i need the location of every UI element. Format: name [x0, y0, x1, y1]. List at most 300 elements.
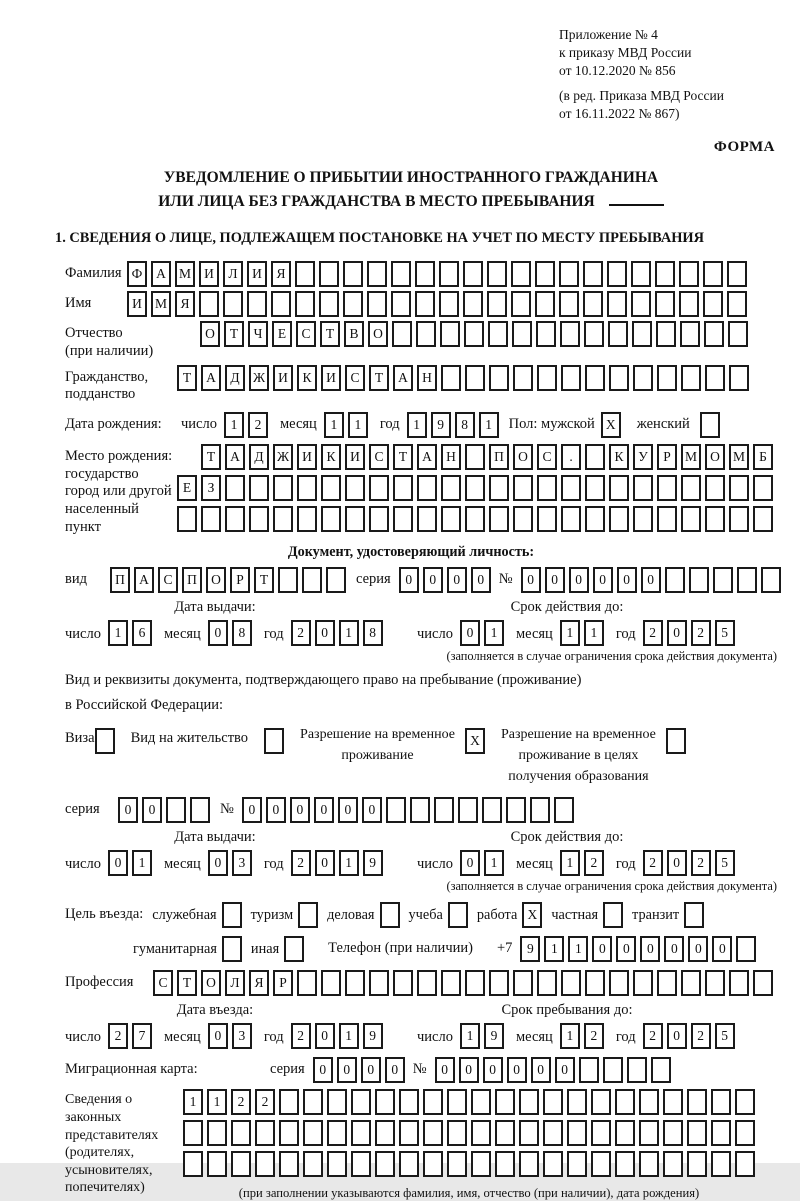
guardians-cell[interactable]: 2 [255, 1089, 275, 1115]
name-cell[interactable]: И [127, 291, 147, 317]
patronymic-cell[interactable] [512, 321, 532, 347]
birthplace-cell[interactable] [465, 444, 485, 470]
iddoc-valid-year-cell[interactable]: 0 [667, 620, 687, 646]
doc-type-cell[interactable]: П [110, 567, 130, 593]
doc-number-cell[interactable] [665, 567, 685, 593]
iddoc-issue-day-cell[interactable]: 1 [108, 620, 128, 646]
entry-month-cell[interactable]: 0 [208, 1023, 228, 1049]
name-cell[interactable] [415, 291, 435, 317]
guardians-cell[interactable] [471, 1151, 491, 1177]
patronymic-cell[interactable] [728, 321, 748, 347]
doc-type-cell[interactable]: П [182, 567, 202, 593]
guardians-cell[interactable] [327, 1120, 347, 1146]
entry-month-cell[interactable]: 3 [232, 1023, 252, 1049]
citizenship-cell[interactable]: А [393, 365, 413, 391]
stay-year-cell[interactable]: 5 [715, 1023, 735, 1049]
iddoc-issue-month-cell[interactable]: 8 [232, 620, 252, 646]
guardians-cell[interactable] [231, 1120, 251, 1146]
sex-female-checkbox[interactable] [700, 412, 720, 438]
birthplace-cell[interactable]: У [633, 444, 653, 470]
residence-permit-checkbox[interactable] [264, 728, 284, 754]
guardians-cell[interactable] [543, 1151, 563, 1177]
birthplace-cell[interactable] [705, 506, 725, 532]
patronymic-cell[interactable]: Т [224, 321, 244, 347]
birth-month-cell[interactable]: 1 [348, 412, 368, 438]
surname-cell[interactable]: И [247, 261, 267, 287]
doc-number-cell[interactable]: 0 [617, 567, 637, 593]
birth-day-cell[interactable]: 1 [224, 412, 244, 438]
patronymic-cell[interactable]: О [368, 321, 388, 347]
doc-series-cell[interactable]: 0 [447, 567, 467, 593]
patronymic-cell[interactable]: Е [272, 321, 292, 347]
permit-number-cell[interactable]: 0 [266, 797, 286, 823]
permit-valid-year-cell[interactable]: 2 [643, 850, 663, 876]
guardians-cell[interactable] [495, 1120, 515, 1146]
citizenship-cell[interactable] [705, 365, 725, 391]
birthplace-cell[interactable] [753, 475, 773, 501]
profession-cell[interactable] [417, 970, 437, 996]
name-cell[interactable] [631, 291, 651, 317]
patronymic-cell[interactable] [584, 321, 604, 347]
iddoc-valid-year-cell[interactable]: 5 [715, 620, 735, 646]
name-cell[interactable]: М [151, 291, 171, 317]
patronymic-cell[interactable] [632, 321, 652, 347]
doc-number-cell[interactable]: 0 [593, 567, 613, 593]
iddoc-issue-month-cell[interactable]: 0 [208, 620, 228, 646]
iddoc-issue-year-cell[interactable]: 0 [315, 620, 335, 646]
migration-series-cell[interactable]: 0 [385, 1057, 405, 1083]
purpose-humanitarian-checkbox[interactable] [222, 936, 242, 962]
guardians-cell[interactable] [519, 1151, 539, 1177]
purpose-study-checkbox[interactable] [448, 902, 468, 928]
birthplace-cell[interactable] [585, 506, 605, 532]
citizenship-cell[interactable] [633, 365, 653, 391]
citizenship-cell[interactable] [729, 365, 749, 391]
purpose-private-checkbox[interactable] [603, 902, 623, 928]
profession-cell[interactable] [369, 970, 389, 996]
surname-cell[interactable]: И [199, 261, 219, 287]
guardians-cell[interactable] [711, 1089, 731, 1115]
permit-number-cell[interactable]: 0 [290, 797, 310, 823]
guardians-cell[interactable] [231, 1151, 251, 1177]
birthplace-cell[interactable] [705, 475, 725, 501]
surname-cell[interactable] [343, 261, 363, 287]
surname-cell[interactable] [391, 261, 411, 287]
citizenship-cell[interactable]: К [297, 365, 317, 391]
phone-digit-cell[interactable]: 9 [520, 936, 540, 962]
name-cell[interactable] [679, 291, 699, 317]
birthplace-cell[interactable]: И [297, 444, 317, 470]
citizenship-cell[interactable]: С [345, 365, 365, 391]
birthplace-cell[interactable] [273, 475, 293, 501]
guardians-cell[interactable] [735, 1151, 755, 1177]
birthplace-cell[interactable]: А [225, 444, 245, 470]
guardians-cell[interactable] [279, 1151, 299, 1177]
name-cell[interactable] [487, 291, 507, 317]
guardians-cell[interactable] [279, 1120, 299, 1146]
permit-issue-day-cell[interactable]: 0 [108, 850, 128, 876]
citizenship-cell[interactable] [537, 365, 557, 391]
guardians-cell[interactable] [423, 1089, 443, 1115]
surname-cell[interactable] [415, 261, 435, 287]
guardians-cell[interactable] [399, 1151, 419, 1177]
profession-cell[interactable] [753, 970, 773, 996]
birthplace-cell[interactable] [561, 506, 581, 532]
patronymic-cell[interactable] [440, 321, 460, 347]
profession-cell[interactable]: С [153, 970, 173, 996]
iddoc-valid-day-cell[interactable]: 1 [484, 620, 504, 646]
doc-series-cell[interactable]: 0 [423, 567, 443, 593]
permit-number-cell[interactable] [530, 797, 550, 823]
surname-cell[interactable] [583, 261, 603, 287]
guardians-cell[interactable]: 1 [183, 1089, 203, 1115]
birthplace-cell[interactable] [393, 506, 413, 532]
profession-cell[interactable] [561, 970, 581, 996]
birthplace-cell[interactable]: З [201, 475, 221, 501]
guardians-cell[interactable] [303, 1089, 323, 1115]
profession-cell[interactable]: Я [249, 970, 269, 996]
profession-cell[interactable]: Т [177, 970, 197, 996]
guardians-cell[interactable] [399, 1089, 419, 1115]
birthplace-cell[interactable] [513, 475, 533, 501]
iddoc-valid-year-cell[interactable]: 2 [643, 620, 663, 646]
citizenship-cell[interactable]: И [273, 365, 293, 391]
permit-series-cell[interactable]: 0 [142, 797, 162, 823]
migration-series-cell[interactable]: 0 [361, 1057, 381, 1083]
birthplace-cell[interactable]: А [417, 444, 437, 470]
birthplace-cell[interactable] [441, 506, 461, 532]
guardians-cell[interactable] [687, 1120, 707, 1146]
birthplace-cell[interactable]: Д [249, 444, 269, 470]
guardians-cell[interactable] [351, 1151, 371, 1177]
profession-cell[interactable] [321, 970, 341, 996]
guardians-cell[interactable] [735, 1089, 755, 1115]
permit-issue-month-cell[interactable]: 3 [232, 850, 252, 876]
birth-day-cell[interactable]: 2 [248, 412, 268, 438]
profession-cell[interactable]: О [201, 970, 221, 996]
patronymic-cell[interactable]: О [200, 321, 220, 347]
birthplace-cell[interactable] [177, 506, 197, 532]
surname-cell[interactable] [535, 261, 555, 287]
iddoc-valid-year-cell[interactable]: 2 [691, 620, 711, 646]
doc-number-cell[interactable]: 0 [545, 567, 565, 593]
stay-day-cell[interactable]: 1 [460, 1023, 480, 1049]
phone-digit-cell[interactable]: 0 [688, 936, 708, 962]
name-cell[interactable] [511, 291, 531, 317]
iddoc-valid-day-cell[interactable]: 0 [460, 620, 480, 646]
surname-cell[interactable]: Я [271, 261, 291, 287]
permit-valid-day-cell[interactable]: 0 [460, 850, 480, 876]
birthplace-cell[interactable]: С [537, 444, 557, 470]
guardians-cell[interactable] [447, 1120, 467, 1146]
citizenship-cell[interactable]: Т [177, 365, 197, 391]
guardians-cell[interactable] [687, 1089, 707, 1115]
phone-digit-cell[interactable] [736, 936, 756, 962]
birthplace-cell[interactable] [321, 506, 341, 532]
permit-series-cell[interactable] [166, 797, 186, 823]
guardians-cell[interactable] [735, 1120, 755, 1146]
birth-year-cell[interactable]: 1 [407, 412, 427, 438]
phone-digit-cell[interactable]: 0 [592, 936, 612, 962]
birthplace-cell[interactable] [369, 506, 389, 532]
birthplace-cell[interactable]: М [681, 444, 701, 470]
name-cell[interactable] [391, 291, 411, 317]
birthplace-cell[interactable]: Е [177, 475, 197, 501]
birthplace-cell[interactable] [513, 506, 533, 532]
profession-cell[interactable] [393, 970, 413, 996]
birthplace-cell[interactable]: К [609, 444, 629, 470]
guardians-cell[interactable] [543, 1120, 563, 1146]
citizenship-cell[interactable] [681, 365, 701, 391]
surname-cell[interactable] [727, 261, 747, 287]
citizenship-cell[interactable]: И [321, 365, 341, 391]
guardians-cell[interactable] [207, 1120, 227, 1146]
birthplace-cell[interactable] [297, 506, 317, 532]
guardians-cell[interactable] [375, 1151, 395, 1177]
birthplace-cell[interactable] [609, 475, 629, 501]
birthplace-cell[interactable] [585, 444, 605, 470]
guardians-cell[interactable] [447, 1089, 467, 1115]
guardians-cell[interactable] [591, 1089, 611, 1115]
permit-valid-day-cell[interactable]: 1 [484, 850, 504, 876]
citizenship-cell[interactable]: Н [417, 365, 437, 391]
surname-cell[interactable]: Л [223, 261, 243, 287]
citizenship-cell[interactable]: Д [225, 365, 245, 391]
citizenship-cell[interactable] [561, 365, 581, 391]
birthplace-cell[interactable]: Н [441, 444, 461, 470]
surname-cell[interactable] [631, 261, 651, 287]
patronymic-cell[interactable] [464, 321, 484, 347]
patronymic-cell[interactable] [536, 321, 556, 347]
name-cell[interactable] [223, 291, 243, 317]
birthplace-cell[interactable] [441, 475, 461, 501]
permit-valid-year-cell[interactable]: 5 [715, 850, 735, 876]
guardians-cell[interactable] [375, 1120, 395, 1146]
permit-valid-month-cell[interactable]: 1 [560, 850, 580, 876]
guardians-cell[interactable] [615, 1089, 635, 1115]
birthplace-cell[interactable] [537, 475, 557, 501]
doc-type-cell[interactable]: С [158, 567, 178, 593]
permit-number-cell[interactable] [458, 797, 478, 823]
guardians-cell[interactable] [639, 1089, 659, 1115]
profession-cell[interactable] [657, 970, 677, 996]
migration-number-cell[interactable]: 0 [555, 1057, 575, 1083]
entry-day-cell[interactable]: 2 [108, 1023, 128, 1049]
citizenship-cell[interactable]: Т [369, 365, 389, 391]
citizenship-cell[interactable]: А [201, 365, 221, 391]
citizenship-cell[interactable] [609, 365, 629, 391]
guardians-cell[interactable] [663, 1089, 683, 1115]
purpose-transit-checkbox[interactable] [684, 902, 704, 928]
birthplace-cell[interactable] [393, 475, 413, 501]
birthplace-cell[interactable] [417, 475, 437, 501]
doc-series-cell[interactable]: 0 [399, 567, 419, 593]
purpose-business-checkbox[interactable] [222, 902, 242, 928]
citizenship-cell[interactable]: Ж [249, 365, 269, 391]
guardians-cell[interactable] [639, 1120, 659, 1146]
permit-issue-day-cell[interactable]: 1 [132, 850, 152, 876]
name-cell[interactable] [199, 291, 219, 317]
birthplace-cell[interactable] [321, 475, 341, 501]
surname-cell[interactable]: А [151, 261, 171, 287]
guardians-cell[interactable] [711, 1120, 731, 1146]
birthplace-cell[interactable]: Р [657, 444, 677, 470]
birthplace-cell[interactable]: Б [753, 444, 773, 470]
surname-cell[interactable] [439, 261, 459, 287]
guardians-cell[interactable] [471, 1089, 491, 1115]
profession-cell[interactable] [441, 970, 461, 996]
migration-number-cell[interactable] [651, 1057, 671, 1083]
surname-cell[interactable] [703, 261, 723, 287]
permit-number-cell[interactable]: 0 [362, 797, 382, 823]
doc-type-cell[interactable] [278, 567, 298, 593]
migration-number-cell[interactable]: 0 [507, 1057, 527, 1083]
name-cell[interactable] [439, 291, 459, 317]
profession-cell[interactable] [537, 970, 557, 996]
purpose-tourism-checkbox[interactable] [298, 902, 318, 928]
guardians-cell[interactable] [663, 1120, 683, 1146]
permit-number-cell[interactable] [434, 797, 454, 823]
iddoc-issue-year-cell[interactable]: 8 [363, 620, 383, 646]
doc-number-cell[interactable]: 0 [641, 567, 661, 593]
surname-cell[interactable] [511, 261, 531, 287]
birth-year-cell[interactable]: 9 [431, 412, 451, 438]
profession-cell[interactable] [633, 970, 653, 996]
citizenship-cell[interactable] [513, 365, 533, 391]
birthplace-cell[interactable]: Т [201, 444, 221, 470]
birthplace-cell[interactable] [753, 506, 773, 532]
guardians-cell[interactable] [375, 1089, 395, 1115]
migration-number-cell[interactable]: 0 [459, 1057, 479, 1083]
birthplace-cell[interactable] [465, 506, 485, 532]
birthplace-cell[interactable] [417, 506, 437, 532]
patronymic-cell[interactable] [704, 321, 724, 347]
profession-cell[interactable] [513, 970, 533, 996]
patronymic-cell[interactable] [560, 321, 580, 347]
guardians-cell[interactable] [207, 1151, 227, 1177]
profession-cell[interactable] [489, 970, 509, 996]
birthplace-cell[interactable] [369, 475, 389, 501]
surname-cell[interactable] [319, 261, 339, 287]
guardians-cell[interactable] [327, 1151, 347, 1177]
birthplace-cell[interactable] [345, 506, 365, 532]
citizenship-cell[interactable] [489, 365, 509, 391]
birth-month-cell[interactable]: 1 [324, 412, 344, 438]
permit-valid-year-cell[interactable]: 2 [691, 850, 711, 876]
profession-cell[interactable] [609, 970, 629, 996]
birthplace-cell[interactable] [561, 475, 581, 501]
birthplace-cell[interactable] [585, 475, 605, 501]
profession-cell[interactable] [705, 970, 725, 996]
phone-digit-cell[interactable]: 1 [568, 936, 588, 962]
phone-digit-cell[interactable]: 1 [544, 936, 564, 962]
permit-number-cell[interactable] [482, 797, 502, 823]
permit-issue-year-cell[interactable]: 0 [315, 850, 335, 876]
profession-cell[interactable] [729, 970, 749, 996]
name-cell[interactable] [367, 291, 387, 317]
guardians-cell[interactable] [351, 1120, 371, 1146]
permit-number-cell[interactable]: 0 [242, 797, 262, 823]
guardians-cell[interactable] [423, 1120, 443, 1146]
birthplace-cell[interactable] [489, 506, 509, 532]
profession-cell[interactable] [585, 970, 605, 996]
guardians-cell[interactable] [255, 1120, 275, 1146]
surname-cell[interactable] [559, 261, 579, 287]
profession-cell[interactable] [465, 970, 485, 996]
name-cell[interactable] [535, 291, 555, 317]
iddoc-valid-month-cell[interactable]: 1 [560, 620, 580, 646]
birthplace-cell[interactable] [609, 506, 629, 532]
doc-type-cell[interactable] [302, 567, 322, 593]
surname-cell[interactable] [463, 261, 483, 287]
guardians-cell[interactable] [615, 1120, 635, 1146]
doc-series-cell[interactable]: 0 [471, 567, 491, 593]
permit-valid-year-cell[interactable]: 0 [667, 850, 687, 876]
stay-day-cell[interactable]: 9 [484, 1023, 504, 1049]
guardians-cell[interactable] [567, 1151, 587, 1177]
rvp-checkbox[interactable]: X [465, 728, 485, 754]
doc-number-cell[interactable]: 0 [569, 567, 589, 593]
birthplace-cell[interactable]: Т [393, 444, 413, 470]
profession-cell[interactable] [297, 970, 317, 996]
surname-cell[interactable] [295, 261, 315, 287]
guardians-cell[interactable] [543, 1089, 563, 1115]
guardians-cell[interactable] [519, 1120, 539, 1146]
guardians-cell[interactable]: 2 [231, 1089, 251, 1115]
birthplace-cell[interactable] [681, 475, 701, 501]
sex-male-checkbox[interactable]: X [601, 412, 621, 438]
phone-digit-cell[interactable]: 0 [640, 936, 660, 962]
migration-series-cell[interactable]: 0 [337, 1057, 357, 1083]
guardians-cell[interactable] [495, 1151, 515, 1177]
guardians-cell[interactable] [303, 1120, 323, 1146]
name-cell[interactable] [295, 291, 315, 317]
permit-number-cell[interactable] [410, 797, 430, 823]
guardians-cell[interactable] [639, 1151, 659, 1177]
doc-number-cell[interactable] [689, 567, 709, 593]
birthplace-cell[interactable]: Ж [273, 444, 293, 470]
guardians-cell[interactable] [423, 1151, 443, 1177]
visa-checkbox[interactable] [95, 728, 115, 754]
surname-cell[interactable]: Ф [127, 261, 147, 287]
birthplace-cell[interactable] [729, 506, 749, 532]
guardians-cell[interactable] [183, 1151, 203, 1177]
doc-type-cell[interactable]: А [134, 567, 154, 593]
profession-cell[interactable]: Л [225, 970, 245, 996]
entry-year-cell[interactable]: 2 [291, 1023, 311, 1049]
birthplace-cell[interactable]: . [561, 444, 581, 470]
surname-cell[interactable]: М [175, 261, 195, 287]
entry-day-cell[interactable]: 7 [132, 1023, 152, 1049]
birthplace-cell[interactable] [273, 506, 293, 532]
guardians-cell[interactable] [591, 1151, 611, 1177]
rvp-education-checkbox[interactable] [666, 728, 686, 754]
guardians-cell[interactable] [687, 1151, 707, 1177]
permit-valid-month-cell[interactable]: 2 [584, 850, 604, 876]
stay-year-cell[interactable]: 2 [643, 1023, 663, 1049]
purpose-other-checkbox[interactable] [284, 936, 304, 962]
doc-number-cell[interactable]: 0 [521, 567, 541, 593]
permit-number-cell[interactable] [554, 797, 574, 823]
guardians-cell[interactable] [327, 1089, 347, 1115]
patronymic-cell[interactable] [392, 321, 412, 347]
phone-digit-cell[interactable]: 0 [712, 936, 732, 962]
birthplace-cell[interactable]: К [321, 444, 341, 470]
name-cell[interactable] [319, 291, 339, 317]
iddoc-issue-day-cell[interactable]: 6 [132, 620, 152, 646]
guardians-cell[interactable] [183, 1120, 203, 1146]
migration-number-cell[interactable] [627, 1057, 647, 1083]
